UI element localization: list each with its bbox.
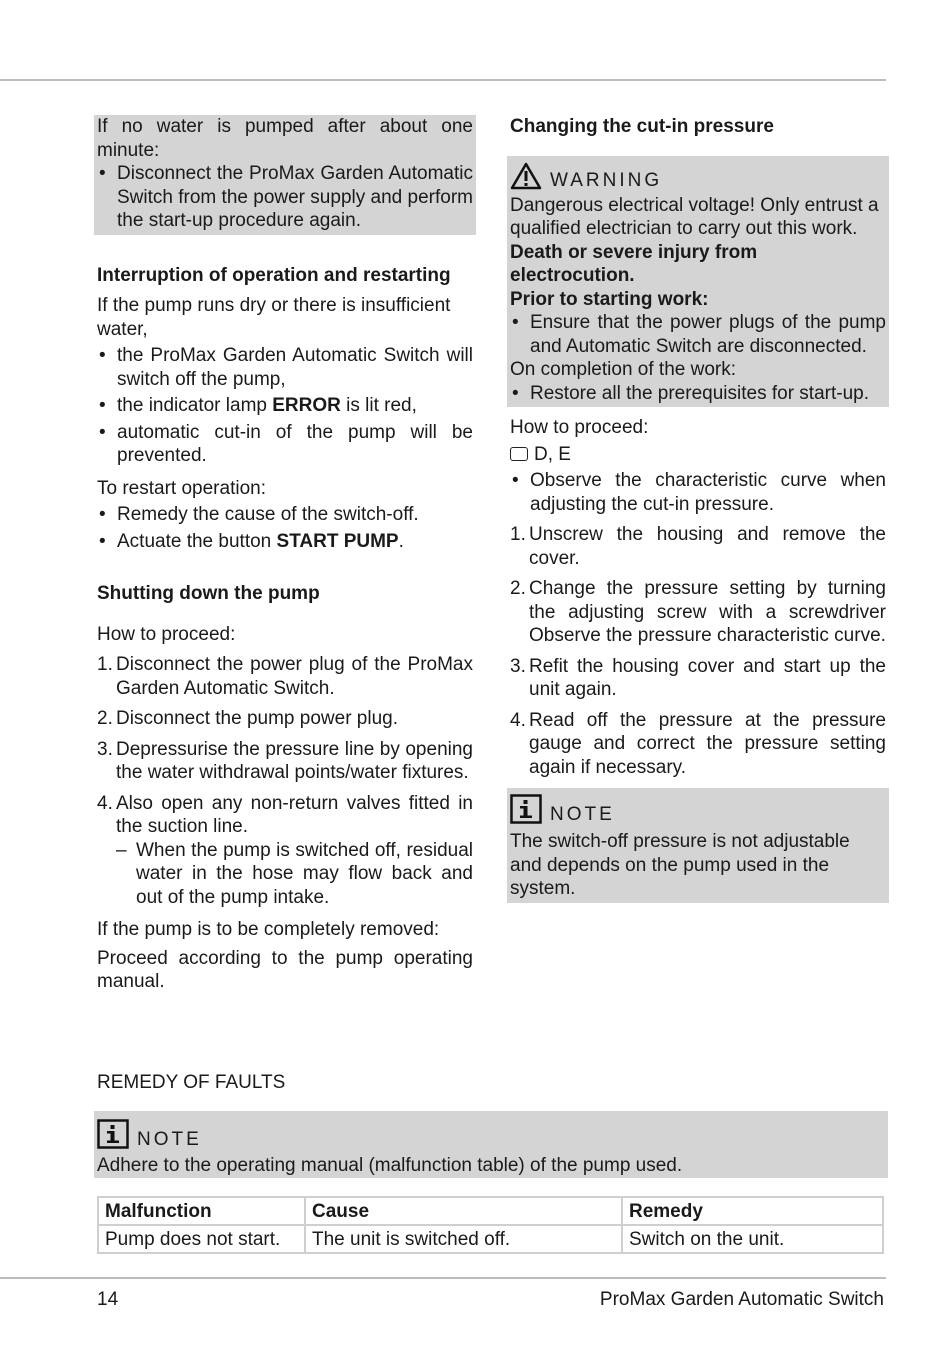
bullet-2-pre: the indicator lamp — [117, 395, 273, 416]
step-number: 3. — [510, 655, 526, 677]
cutin-proceed: How to proceed: — [510, 417, 649, 438]
footer-title: ProMax Garden Automatic Switch — [599, 1289, 884, 1310]
note-title — [510, 794, 886, 830]
warning-box — [507, 156, 889, 408]
cutin-heading: Changing the cut-in pressure — [510, 116, 774, 137]
note-box — [507, 788, 889, 903]
error-lamp-label: ERROR — [272, 395, 341, 416]
faults-heading: REMEDY OF FAULTS — [97, 1072, 286, 1093]
step-number: 2. — [510, 578, 526, 599]
shutdown-step — [97, 792, 473, 910]
dash-mark: – — [116, 839, 127, 861]
cutin-step — [510, 709, 886, 780]
warning-label: WARNING — [550, 169, 663, 191]
faults-note-box — [94, 1111, 888, 1178]
interruption-bullet-2 — [97, 394, 473, 418]
page-number: 14 — [97, 1289, 119, 1310]
step-text: Read off the pressure at the pressure gauge and correct the pressure setting again if necessary. — [529, 709, 886, 778]
shutdown-step — [97, 707, 473, 731]
restart-list — [97, 503, 473, 553]
step-text: Unscrew the housing and remove the cover. — [529, 524, 886, 569]
cutin-step — [510, 655, 886, 702]
observe-bullet: • Observe the characteristic curve when adjusting the cut-in pressure. — [510, 469, 886, 516]
step-text: Disconnect the pump power plug. — [116, 708, 398, 729]
note-label: NOTE — [550, 804, 615, 825]
step-number: 2. — [97, 708, 113, 729]
warning-prior: Prior to starting work: — [510, 288, 709, 310]
interruption-lead: If the pump runs dry or there is insufficient water, — [97, 295, 451, 340]
step-number: 3. — [97, 738, 113, 760]
step-number: 4. — [97, 792, 113, 814]
bottom-rule — [0, 1277, 886, 1279]
shutdown-step — [97, 653, 473, 700]
intro-lead: If no water is pumped after about one minute: — [97, 116, 473, 161]
warning-completion-bullet: • Restore all the prerequisites for start-up. — [510, 382, 886, 406]
step-text: Also open any non-return valves fitted in the suction line. — [116, 792, 473, 837]
step-text: Refit the housing cover and start up the unit again. — [529, 655, 886, 700]
top-rule — [0, 79, 886, 81]
bullet-2-post: is lit red, — [340, 395, 417, 416]
note-text: The switch-off pressure is not adjustable and depends on the pump used in the system. — [510, 831, 850, 899]
cutin-steps — [510, 523, 886, 779]
cell-malfunction: Pump does not start. — [98, 1225, 305, 1253]
cell-remedy: Switch on the unit. — [622, 1225, 883, 1253]
substep-text: When the pump is switched off, residual water in the hose may flow back and out of the pump intake. — [136, 839, 473, 908]
warning-completion: On completion of the work: — [510, 359, 736, 380]
restart-bullet-2 — [97, 530, 473, 554]
interruption-list — [97, 344, 473, 468]
warning-title — [510, 162, 886, 194]
faults-note-label: NOTE — [137, 1129, 202, 1150]
right-column — [510, 115, 886, 903]
faults-table — [97, 1196, 884, 1254]
restart-bullet-2-post: . — [398, 530, 404, 552]
start-pump-label: START PUMP — [276, 530, 399, 552]
warning-prior-list — [510, 311, 886, 358]
figure-icon — [510, 447, 528, 461]
header-cause: Cause — [305, 1197, 622, 1225]
intro-bullet: • Disconnect the ProMax Garden Automatic Switch from the power supply and perform the start-up procedure again. — [97, 162, 473, 233]
shutdown-lead: How to proceed: — [97, 623, 236, 645]
left-column — [97, 115, 473, 994]
shutdown-step — [97, 738, 473, 785]
info-icon — [97, 1119, 129, 1149]
cell-cause: The unit is switched off. — [305, 1225, 622, 1253]
shutdown-substep — [116, 839, 473, 910]
shutdown-heading: Shutting down the pump — [97, 583, 320, 604]
step-number: 1. — [97, 654, 113, 675]
step-text: Change the pressure setting by turning the adjusting screw with a screwdriver Observe the pressure characteristic curve. — [529, 578, 886, 646]
cutin-step — [510, 523, 886, 570]
cutin-step — [510, 577, 886, 648]
restart-bullet-1: • Remedy the cause of the switch-off. — [97, 503, 473, 527]
figure-reference — [510, 443, 886, 467]
warning-text-2: Death or severe injury from electrocution. — [510, 241, 758, 286]
warning-text-1: Dangerous electrical voltage! Only entrust a qualified electrician to carry out this work. — [510, 194, 879, 239]
faults-note-title — [97, 1119, 202, 1155]
info-icon — [510, 794, 542, 824]
header-malfunction: Malfunction — [98, 1197, 305, 1225]
warning-prior-bullet: • Ensure that the power plugs of the pump and Automatic Switch are disconnected. — [510, 311, 886, 358]
interruption-bullet-1: • the ProMax Garden Automatic Switch will switch off the pump, — [97, 344, 473, 391]
interruption-bullet-3: • automatic cut-in of the pump will be prevented. — [97, 421, 473, 468]
table-header-row — [98, 1197, 883, 1225]
interruption-heading: Interruption of operation and restarting — [97, 264, 451, 286]
removed-lead: If the pump is to be completely removed: — [97, 919, 440, 940]
warning-completion-list — [510, 382, 886, 406]
intro-list — [97, 162, 473, 233]
figure-ref-text: D, E — [534, 443, 571, 465]
step-number: 4. — [510, 709, 526, 731]
restart-lead: To restart operation: — [97, 477, 266, 499]
observe-list — [510, 469, 886, 516]
intro-box — [94, 115, 476, 235]
step-number: 1. — [510, 524, 526, 545]
step-text: Depressurise the pressure line by opening the water withdrawal points/water fixtures. — [116, 738, 473, 783]
removed-text: Proceed according to the pump operating manual. — [97, 947, 473, 992]
header-remedy: Remedy — [622, 1197, 883, 1225]
warning-icon — [510, 162, 542, 190]
table-row — [98, 1225, 883, 1253]
step-text: Disconnect the power plug of the ProMax Garden Automatic Switch. — [116, 654, 473, 699]
shutdown-steps — [97, 653, 473, 909]
faults-note-text: Adhere to the operating manual (malfunction table) of the pump used. — [97, 1155, 683, 1176]
restart-bullet-2-pre: Actuate the button — [117, 530, 277, 552]
